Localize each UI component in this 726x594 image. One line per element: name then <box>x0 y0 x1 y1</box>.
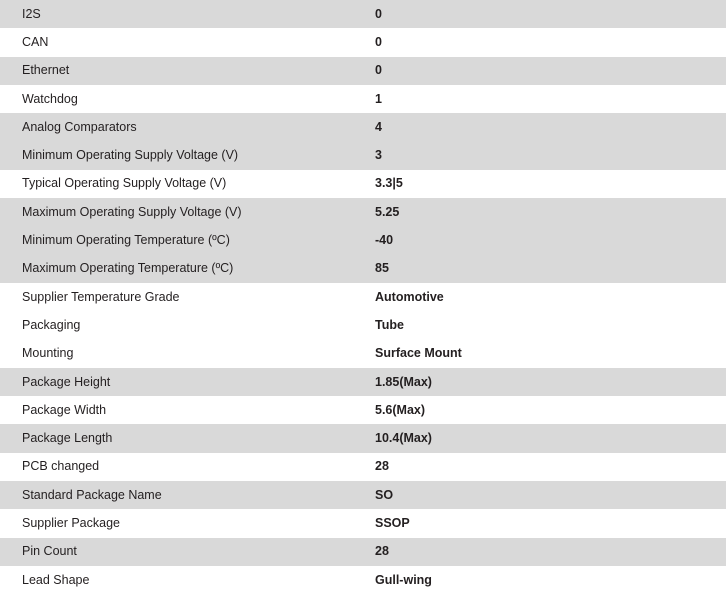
spec-value: 1 <box>375 91 382 106</box>
spec-value: 10.4(Max) <box>375 431 432 446</box>
spec-value: 4 <box>375 119 382 134</box>
spec-label: Packaging <box>22 317 81 332</box>
spec-value: 0 <box>375 6 382 21</box>
spec-label: Package Width <box>22 402 107 417</box>
spec-value: Tube <box>375 317 404 332</box>
spec-label: Maximum Operating Temperature (ºC) <box>22 261 234 276</box>
spec-label: Ethernet <box>22 63 70 78</box>
spec-label: Analog Comparators <box>22 119 137 134</box>
table-row <box>0 198 726 226</box>
spec-label: CAN <box>22 34 49 49</box>
table-row <box>0 85 726 113</box>
table-row <box>0 396 726 424</box>
table-row <box>0 481 726 509</box>
table-row <box>0 141 726 169</box>
spec-label: Standard Package Name <box>22 487 162 502</box>
table-row <box>0 283 726 311</box>
table-row <box>0 453 726 481</box>
table-row <box>0 509 726 537</box>
spec-label: Mounting <box>22 346 74 361</box>
spec-value: 28 <box>375 544 389 559</box>
spec-value: 5.25 <box>375 204 400 219</box>
spec-value: 0 <box>375 34 382 49</box>
spec-value: Gull-wing <box>375 572 432 587</box>
table-row <box>0 113 726 141</box>
spec-value: 5.6(Max) <box>375 402 426 417</box>
table-row <box>0 0 726 28</box>
spec-value: -40 <box>375 233 394 248</box>
spec-label: Supplier Package <box>22 515 120 530</box>
spec-label: Watchdog <box>22 91 78 106</box>
table-row <box>0 57 726 85</box>
spec-value: 0 <box>375 63 382 78</box>
spec-label: Minimum Operating Temperature (ºC) <box>22 233 230 248</box>
table-row <box>0 340 726 368</box>
spec-value: 3.3|5 <box>375 176 403 191</box>
spec-value: Surface Mount <box>375 346 462 361</box>
spec-label: Supplier Temperature Grade <box>22 289 180 304</box>
table-row <box>0 538 726 566</box>
spec-label: Maximum Operating Supply Voltage (V) <box>22 204 242 219</box>
spec-value: 3 <box>375 148 382 163</box>
spec-value: 1.85(Max) <box>375 374 432 389</box>
spec-value: 28 <box>375 459 389 474</box>
table-row <box>0 226 726 254</box>
spec-label: Lead Shape <box>22 572 90 587</box>
table-row <box>0 368 726 396</box>
spec-label: Typical Operating Supply Voltage (V) <box>22 176 227 191</box>
spec-label: I2S <box>22 6 41 21</box>
spec-value: SSOP <box>375 515 410 530</box>
spec-label: Package Height <box>22 374 111 389</box>
table-row <box>0 311 726 339</box>
table-row <box>0 566 726 594</box>
table-row <box>0 28 726 56</box>
table-row <box>0 255 726 283</box>
spec-value: SO <box>375 487 394 502</box>
spec-label: Pin Count <box>22 544 77 559</box>
spec-label: PCB changed <box>22 459 100 474</box>
table-row <box>0 170 726 198</box>
spec-label: Minimum Operating Supply Voltage (V) <box>22 148 239 163</box>
table-row <box>0 424 726 452</box>
spec-label: Package Length <box>22 431 113 446</box>
spec-value: Automotive <box>375 289 444 304</box>
spec-value: 85 <box>375 261 389 276</box>
